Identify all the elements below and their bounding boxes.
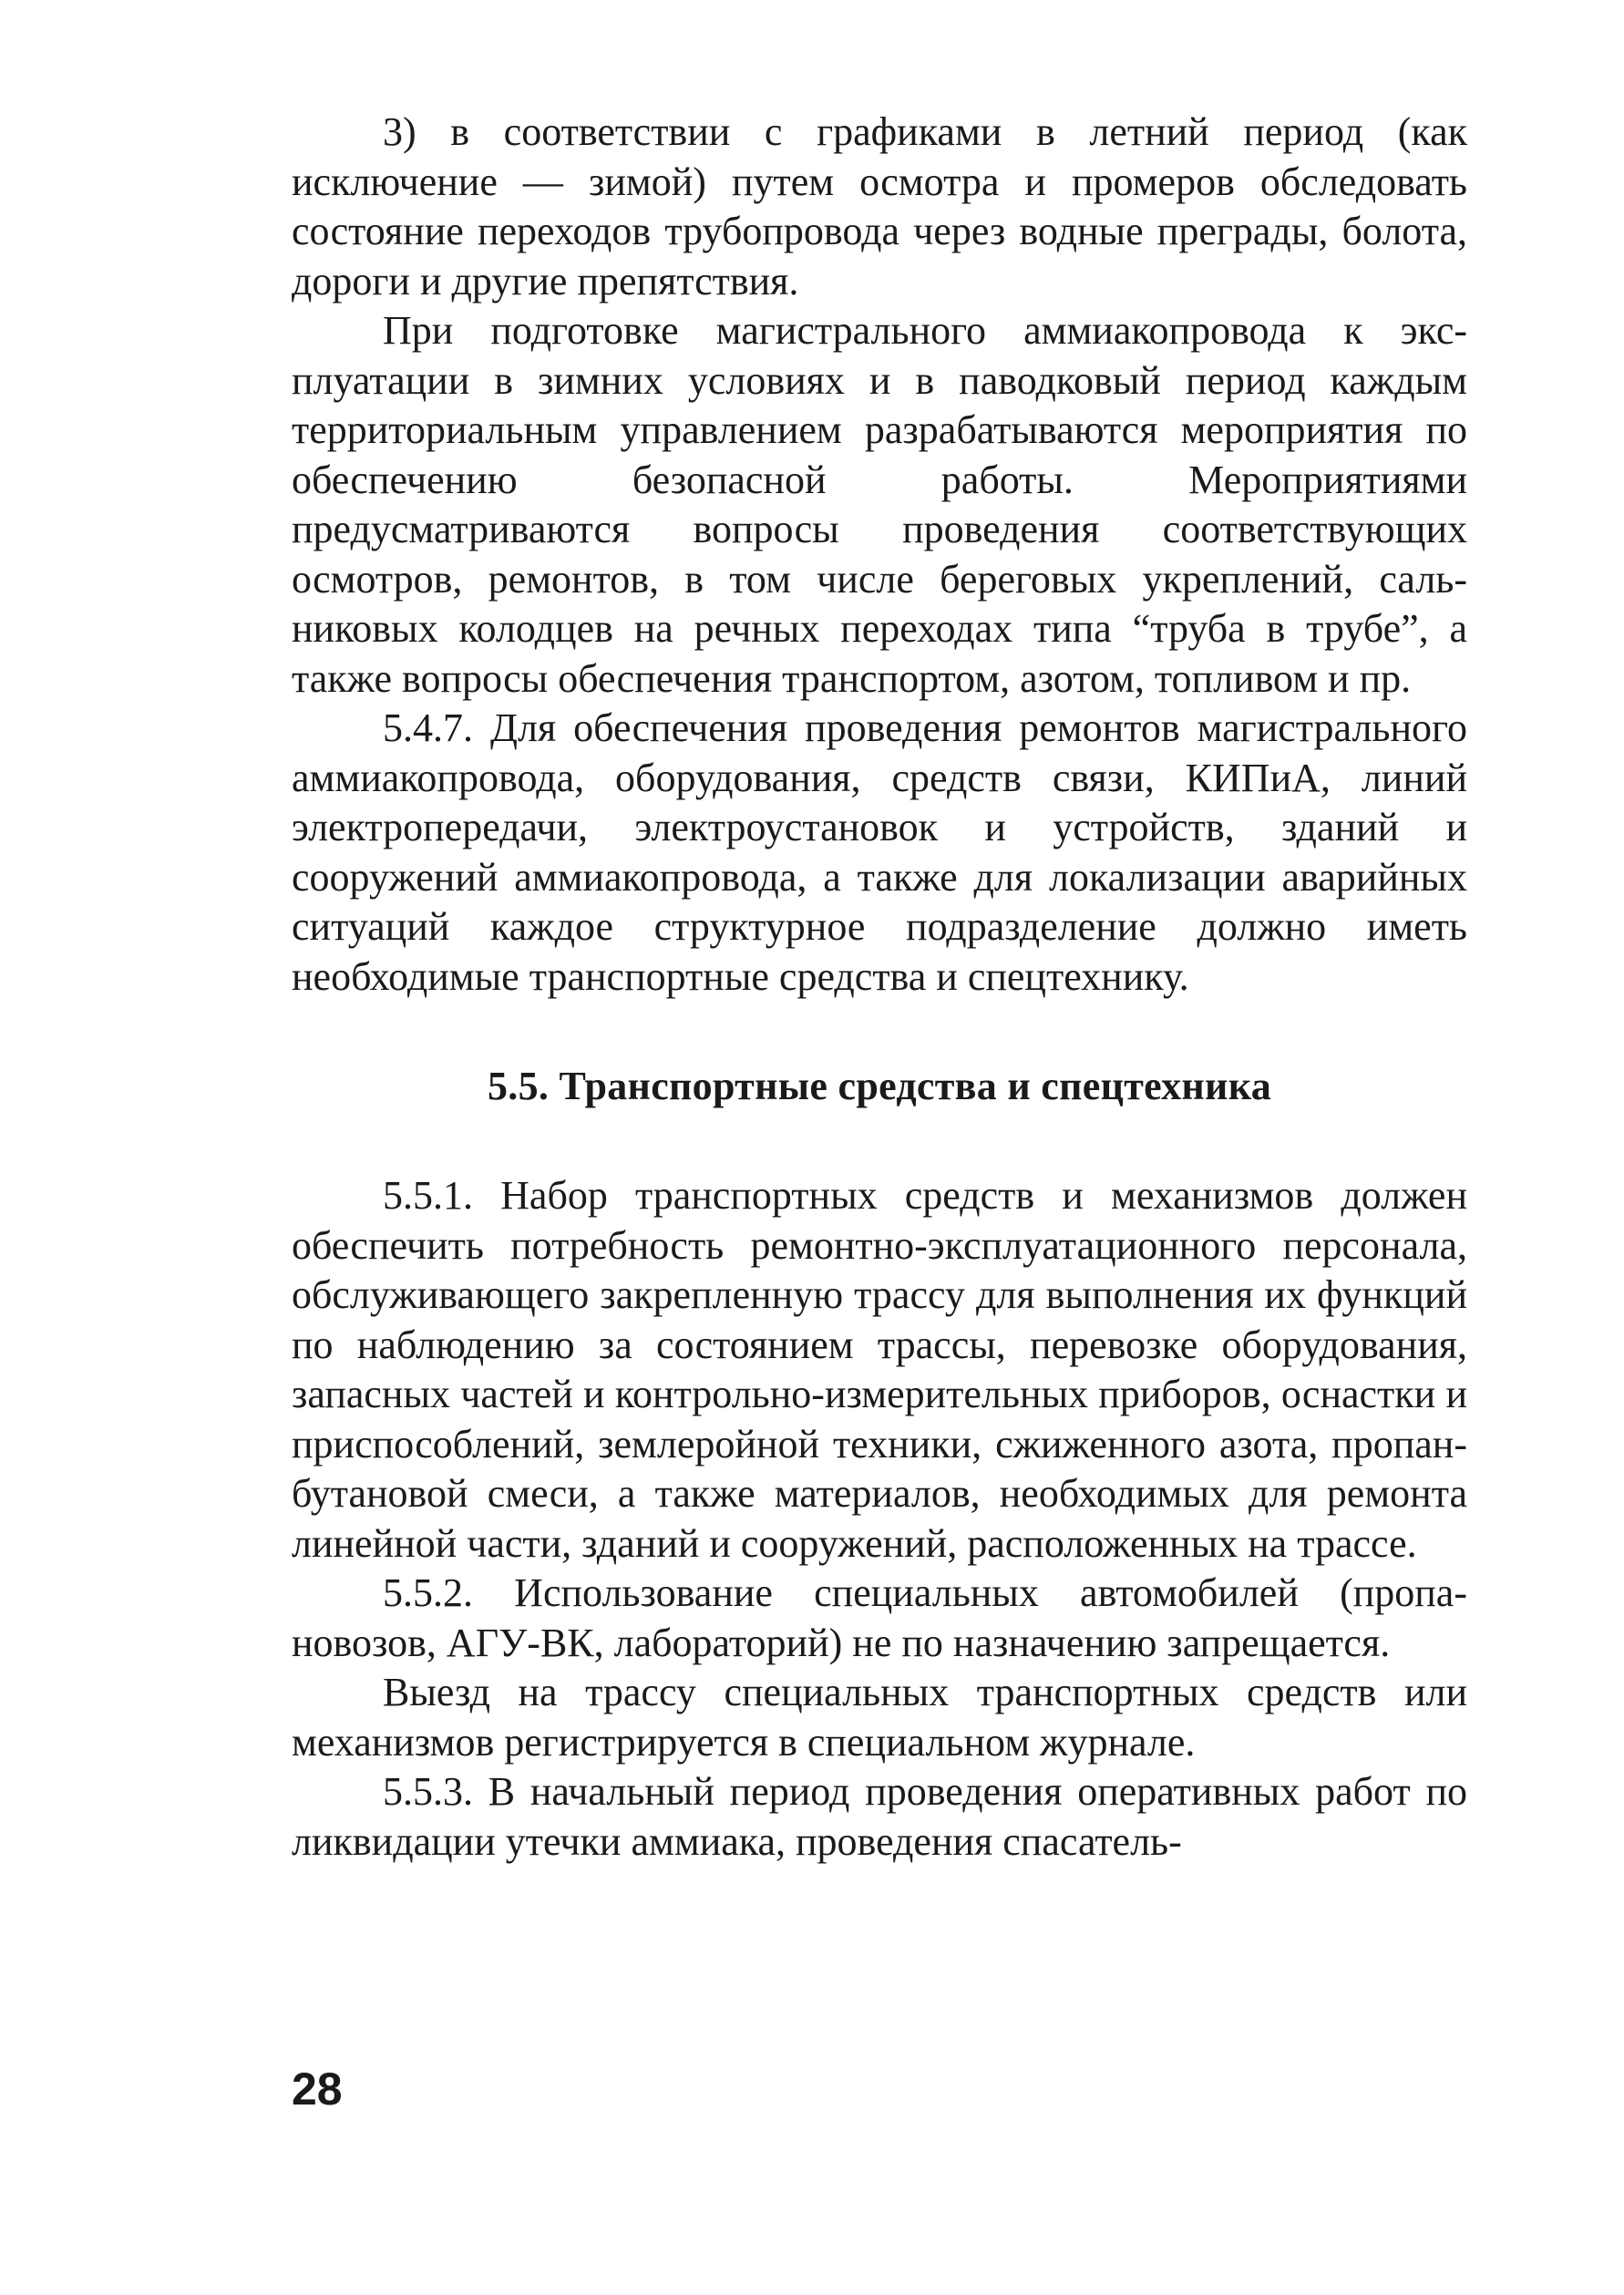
section-heading: 5.5. Транспортные средства и спецтехника [488, 1064, 1271, 1108]
paragraph-trip-registration: Выезд на трассу специальных транспортных средств или механизмов регистрируется в специальном журнале. [292, 1670, 1467, 1765]
paragraph-5-5-1: 5.5.1. Набор транспортных средств и механизмов должен обеспечить потребность ремонтно-эксплуатационного персонала, обслуживающего закрепленную трассу для выполнения их функций по наблюдению за состоянием трассы, перевозке оборудования, запасных частей и контрольно-измерительных приборов, оснастки и приспособлений, землеройной техники, сжиженного азота, пропан-бутановой смеси, а также материалов, необходимых для ремонта линейной части, зданий и сооружений, расположенных на трассе. [292, 1173, 1467, 1566]
page-number: 28 [292, 2063, 343, 2115]
paragraph-inspection-schedule: 3) в соответствии с графиками в летний период (как исключение — зимой) путем осмотра и промеров обследовать состояние переходов трубопровода через водные преграды, болота, дороги и другие препятствия. [292, 109, 1467, 304]
paragraph-winter-preparation: При подготовке магистрального аммиакопровода к эксплуатации в зимних условиях и в паводковый период каждым территориальным управлением разрабатываются мероприятия по обеспечению безопасной работы. Мероприятиями предусматриваются вопросы проведения соответствующих осмотров, ремонтов, в том числе береговых укреплений, сальниковых колодцев на речных переходах типа “труба в трубе”, а также вопросы обеспечения транспортом, азотом, топливом и пр. [292, 308, 1467, 701]
paragraph-5-5-3: 5.5.3. В начальный период проведения оперативных работ по ликвидации утечки аммиака, проведения спасатель- [292, 1769, 1467, 1864]
text-column [292, 108, 1467, 1867]
paragraph-5-5-2: 5.5.2. Использование специальных автомобилей (пропановозов, АГУ-ВК, лабораторий) не по назначению запрещается. [292, 1570, 1467, 1665]
paragraph-5-4-7: 5.4.7. Для обеспечения проведения ремонтов магистрального аммиакопровода, оборудования, средств связи, КИПиА, линий электропередачи, электроустановок и устройств, зданий и сооружений аммиакопровода, а также для локализации аварийных ситуаций каждое структурное подразделение должно иметь необходимые транспортные средства и спецтехнику. [292, 705, 1467, 999]
